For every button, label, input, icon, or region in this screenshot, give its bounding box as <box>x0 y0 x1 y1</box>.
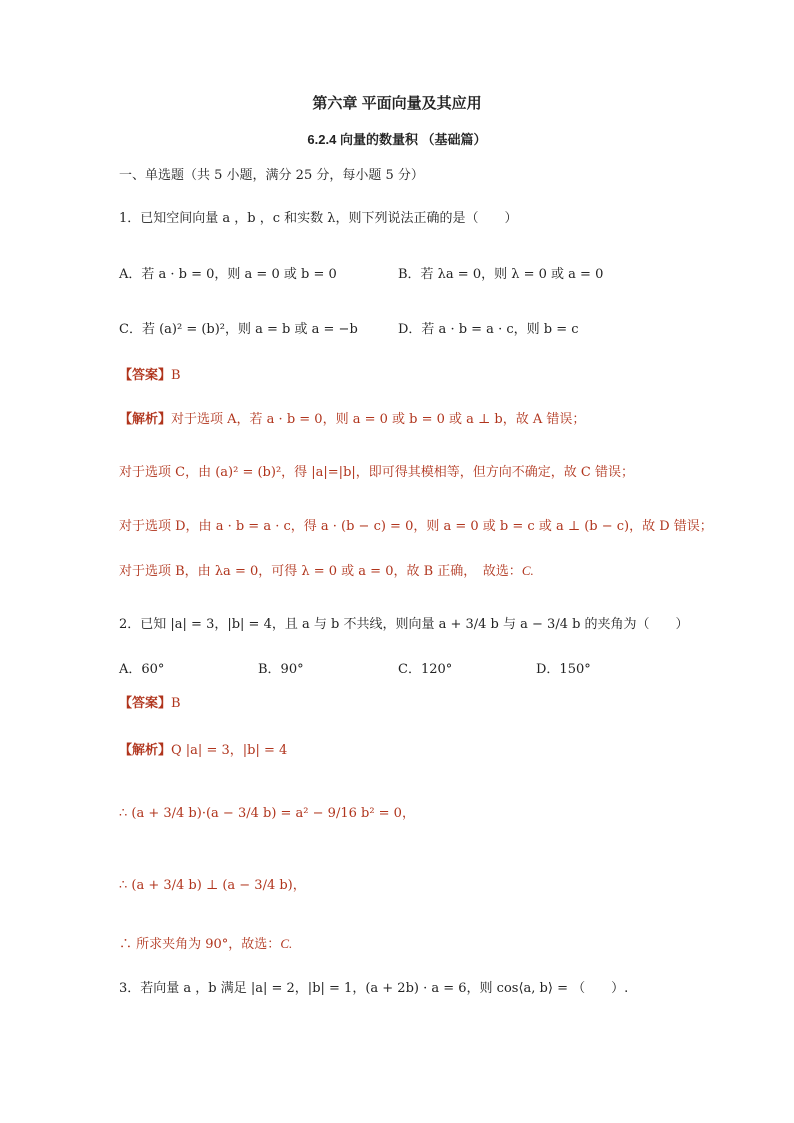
q2-stem: 2．已知 |a| = 3，|b| = 4，且 a 与 b 不共线，则向量 a + 3/4 b 与 a − 3/4 b 的夹角为（ ） <box>119 617 689 632</box>
q1-option-b: B．若 λa = 0，则 λ = 0 或 a = 0 <box>398 267 604 282</box>
q2-analysis-text-4: ∴ 所求夹角为 90°，故选： <box>119 937 281 952</box>
q1-analysis-line-4 <box>119 562 534 581</box>
q1-option-c: C．若 (a)² = (b)²，则 a = b 或 a = −b <box>119 322 358 337</box>
q1-analysis-text-1: 对于选项 A，若 a · b = 0，则 a = 0 或 b = 0 或 a ⊥ b，故 A 错误； <box>171 412 586 427</box>
q2-analysis-line-4 <box>119 935 292 954</box>
q2-analysis-line-3: ∴ (a + 3/4 b) ⊥ (a − 3/4 b)， <box>119 878 306 893</box>
q1-choice: C. <box>521 563 534 578</box>
q2-option-a: A．60° <box>119 662 165 677</box>
q1-analysis-tag: 【解析】 <box>119 411 172 426</box>
q2-analysis-line-1 <box>119 741 287 760</box>
q2-option-b: B．90° <box>258 662 304 677</box>
q1-answer-tag: 【答案】 <box>119 367 172 382</box>
q1-answer <box>119 366 181 385</box>
q2-answer-tag: 【答案】 <box>119 695 172 710</box>
q2-analysis-tag: 【解析】 <box>119 742 172 757</box>
q2-analysis-text-1: Q |a| = 3，|b| = 4 <box>171 743 288 758</box>
chapter-title: 第六章 平面向量及其应用 <box>312 95 482 112</box>
q1-analysis-line-1 <box>119 410 585 429</box>
q3-stem: 3．若向量 a ，b 满足 |a| = 2，|b| = 1，(a + 2b) · a = 6，则 cos⟨a, b⟩ = （ ）. <box>119 981 629 996</box>
part-heading: 一、单选题（共 5 小题，满分 25 分，每小题 5 分） <box>119 168 424 183</box>
q1-answer-value: B <box>171 368 181 383</box>
q1-analysis-line-3: 对于选项 D，由 a · b = a · c，得 a · (b − c) = 0，则 a = 0 或 b = c 或 a ⊥ (b − c)，故 D 错误； <box>119 519 713 534</box>
q2-analysis-line-2: ∴ (a + 3/4 b)·(a − 3/4 b) = a² − 9/16 b² = 0， <box>119 806 415 821</box>
q1-stem: 1．已知空间向量 a ，b ，c 和实数 λ，则下列说法正确的是（ ） <box>119 211 518 226</box>
q1-option-a: A．若 a · b = 0，则 a = 0 或 b = 0 <box>119 267 337 282</box>
section-title: 6.2.4 向量的数量积 （基础篇） <box>307 132 487 147</box>
q2-option-d: D．150° <box>536 662 591 677</box>
q1-analysis-line-2: 对于选项 C，由 (a)² = (b)²，得 |a|=|b|，即可得其模相等，但方向不确定，故 C 错误； <box>119 465 634 480</box>
q2-answer <box>119 694 181 713</box>
q1-option-d: D．若 a · b = a · c，则 b = c <box>398 322 579 337</box>
q1-analysis-text-4: 对于选项 B，由 λa = 0，可得 λ = 0 或 a = 0，故 B 正确， 故选： <box>119 564 522 579</box>
q2-answer-value: B <box>171 696 181 711</box>
q2-option-c: C．120° <box>398 662 453 677</box>
q2-choice: C. <box>280 936 293 951</box>
